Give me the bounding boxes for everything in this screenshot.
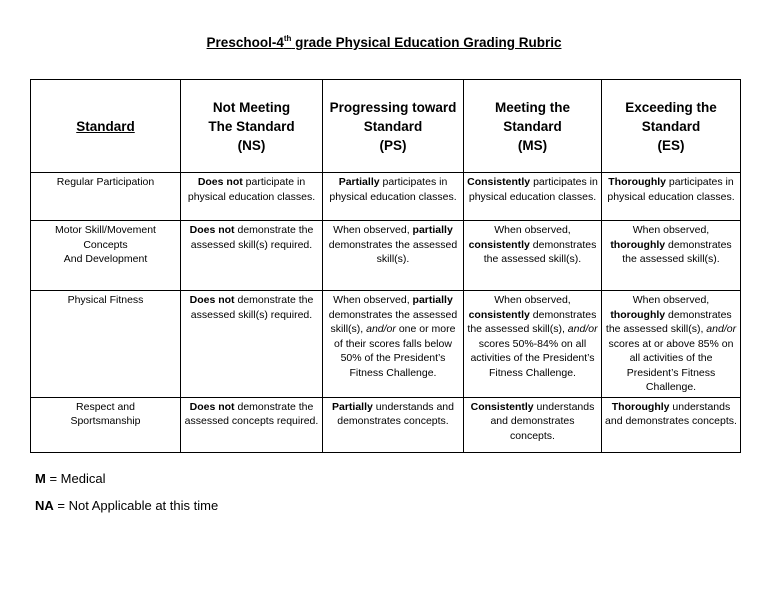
- ns-cell: Does not participate in physical education classes.: [181, 173, 323, 221]
- table-row: [31, 173, 741, 221]
- es-cell: Thoroughly understands and demonstrates concepts.: [602, 397, 741, 452]
- header-exceeding: Exceeding the Standard (ES): [602, 80, 741, 173]
- standard-cell: Regular Participation: [31, 173, 181, 221]
- grading-rubric-table: [30, 79, 741, 453]
- page-title: Preschool-4th grade Physical Education Grading Rubric: [206, 34, 562, 50]
- legend-not-applicable: NA = Not Applicable at this time: [35, 498, 219, 513]
- ps-cell: When observed, partially demonstrates the assessed skill(s).: [323, 221, 464, 291]
- ms-cell: When observed, consistently demonstrates the assessed skill(s).: [464, 221, 602, 291]
- header-row: [31, 80, 741, 173]
- standard-cell: Physical Fitness: [31, 291, 181, 398]
- ms-cell: When observed, consistently demonstrates the assessed skill(s), and/or scores 50%-84% on all activities of the President’s Fitness Challenge.: [464, 291, 602, 398]
- header-not-meeting: Not Meeting The Standard (NS): [181, 80, 323, 173]
- ns-cell: Does not demonstrate the assessed skill(s) required.: [181, 291, 323, 398]
- ps-cell: Partially participates in physical education classes.: [323, 173, 464, 221]
- es-cell: Thoroughly participates in physical education classes.: [602, 173, 741, 221]
- header-standard: Standard: [31, 80, 181, 173]
- ps-cell: When observed, partially demonstrates the assessed skill(s), and/or one or more of their scores falls below 50% of the President’s Fitness Challenge.: [323, 291, 464, 398]
- ns-cell: Does not demonstrate the assessed skill(s) required.: [181, 221, 323, 291]
- ns-cell: Does not demonstrate the assessed concepts required.: [181, 397, 323, 452]
- ms-cell: Consistently participates in physical education classes.: [464, 173, 602, 221]
- es-cell: When observed, thoroughly demonstrates the assessed skill(s).: [602, 221, 741, 291]
- table-row: [31, 221, 741, 291]
- es-cell: When observed, thoroughly demonstrates the assessed skill(s), and/or scores at or above 85% on all activities of the President’s Fitness Challenge.: [602, 291, 741, 398]
- table-row: [31, 397, 741, 452]
- table-row: [31, 291, 741, 398]
- header-progressing: Progressing toward Standard (PS): [323, 80, 464, 173]
- legend-medical: M = Medical: [35, 471, 106, 486]
- header-meeting: Meeting the Standard (MS): [464, 80, 602, 173]
- ms-cell: Consistently understands and demonstrates concepts.: [464, 397, 602, 452]
- standard-cell: Motor Skill/Movement Concepts And Development: [31, 221, 181, 291]
- standard-cell: Respect and Sportsmanship: [31, 397, 181, 452]
- ps-cell: Partially understands and demonstrates concepts.: [323, 397, 464, 452]
